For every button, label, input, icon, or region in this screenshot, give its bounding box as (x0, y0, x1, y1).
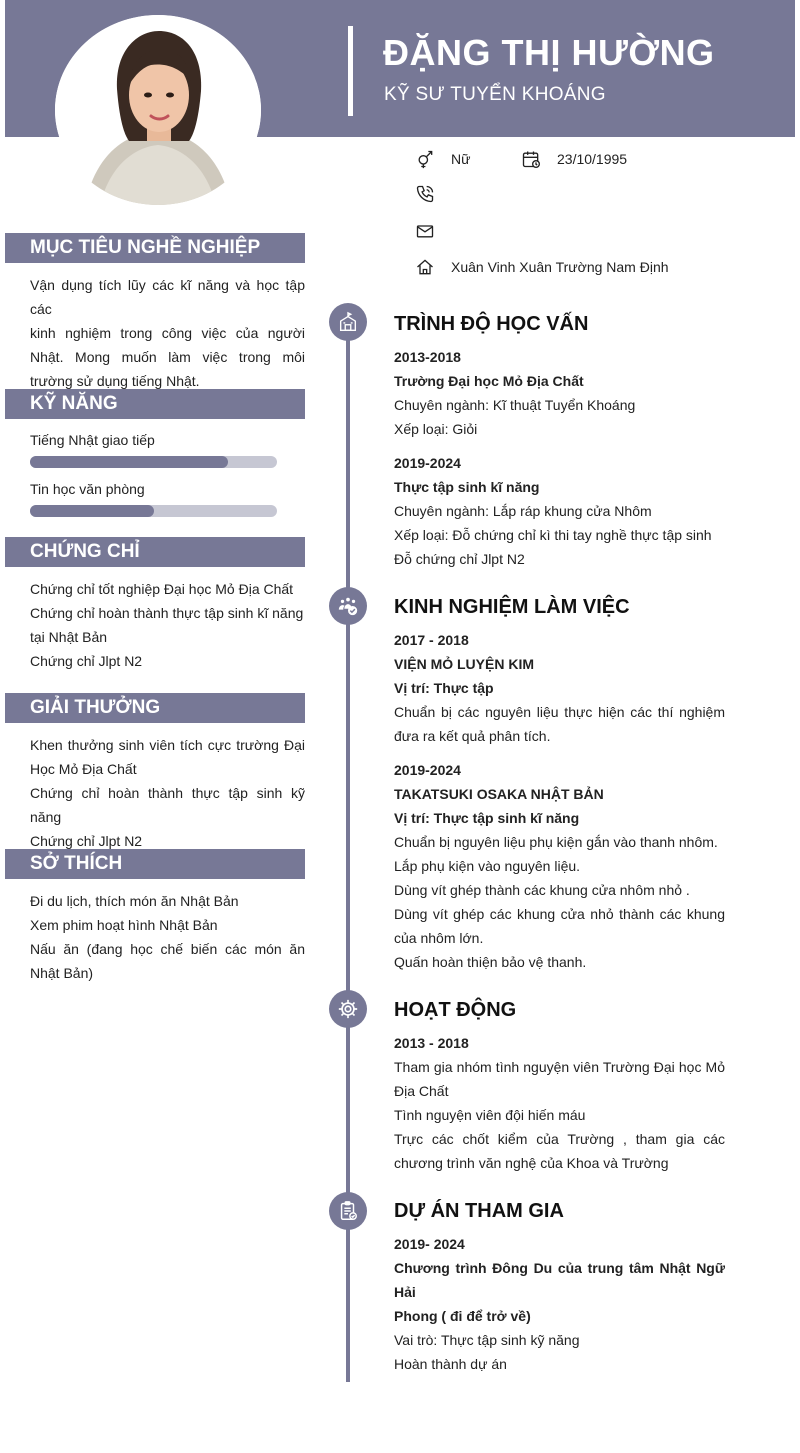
email-icon (415, 221, 435, 241)
certificates-list (30, 577, 305, 673)
activity-line: Tham gia nhóm tình nguyện viên Trường Đại học Mỏ (394, 1059, 725, 1075)
award-item: Chứng chỉ Jlpt N2 (30, 833, 143, 849)
certificate-item: Chứng chỉ Jlpt N2 (30, 653, 143, 669)
education-rank: Xếp loại: Đỗ chứng chỉ kì thi tay nghề thực tập sinh (394, 527, 712, 543)
birthdate-value: 23/10/1995 (557, 151, 628, 167)
experience-line: Dùng vít ghép thành các khung cửa nhôm nhỏ . (394, 882, 690, 898)
objective-line: Nhật. Mong muốn làm việc trong môi (30, 349, 305, 365)
projects-marker (329, 1192, 367, 1230)
experience-marker (329, 587, 367, 625)
education-marker (329, 303, 367, 341)
activities-period: 2013 - 2018 (394, 1035, 469, 1051)
certificate-item: Chứng chỉ tốt nghiệp Đại học Mỏ Địa Chất (30, 581, 294, 597)
activity-line: Trực các chốt kiểm của Trường , tham gia các (394, 1131, 725, 1147)
experience-position: Vị trí: Thực tập sinh kĩ năng (394, 810, 580, 826)
contact-address (415, 257, 669, 277)
header-divider (348, 26, 353, 116)
hobby-item: Đi du lịch, thích món ăn Nhật Bản (30, 893, 239, 909)
skill-bar-office (30, 505, 277, 517)
school-icon (337, 311, 359, 333)
education-school: Trường Đại học Mỏ Địa Chất (394, 373, 584, 389)
projects-heading: DỰ ÁN THAM GIA (394, 1200, 564, 1222)
projects-entries (394, 1232, 725, 1376)
calendar-icon (521, 149, 541, 169)
experience-position: Vị trí: Thực tập (394, 680, 494, 696)
candidate-name: ĐẶNG THỊ HƯỜNG (383, 32, 715, 73)
project-result: Hoàn thành dự án (394, 1356, 507, 1372)
phone-icon (415, 184, 435, 204)
contact-gender (415, 149, 470, 169)
gear-icon (337, 998, 359, 1020)
education-entries (394, 345, 725, 571)
gender-value: Nữ (451, 151, 471, 167)
hobby-item: Nhật Bản) (30, 965, 94, 981)
skill-label-office: Tin học văn phòng (30, 481, 145, 497)
education-period: 2013-2018 (394, 349, 461, 365)
education-extra: Đỗ chứng chỉ Jlpt N2 (394, 551, 525, 567)
experience-company: VIỆN MỎ LUYỆN KIM (394, 656, 535, 672)
activities-entries (394, 1031, 725, 1175)
experience-line: Chuẩn bị nguyên liệu phụ kiện gắn vào thanh nhôm. (394, 834, 718, 850)
contact-phone (415, 184, 451, 204)
certificate-item: Chứng chỉ hoàn thành thực tập sinh kĩ năng (30, 605, 304, 621)
experience-line: Chuẩn bị các nguyên liệu thực hiện các thí nghiệm (394, 704, 725, 720)
education-school: Thực tập sinh kĩ năng (394, 479, 540, 495)
award-item: Học Mỏ Địa Chất (30, 761, 137, 777)
home-icon (415, 257, 435, 277)
avatar-portrait (55, 15, 261, 205)
objective-text (30, 273, 305, 393)
project-name-line: Chương trình Đông Du của trung tâm Nhật Ngữ Hải (394, 1260, 725, 1300)
education-major: Chuyên ngành: Lắp ráp khung cửa Nhôm (394, 503, 652, 519)
experience-period: 2019-2024 (394, 762, 461, 778)
objective-line: kinh nghiệm trong công việc của người (30, 325, 305, 341)
education-rank: Xếp loại: Giỏi (394, 421, 478, 437)
project-period: 2019- 2024 (394, 1236, 465, 1252)
hobbies-heading: SỞ THÍCH (5, 849, 305, 879)
experience-line: Dùng vít ghép các khung cửa nhỏ thành các khung (394, 906, 725, 922)
experience-company: TAKATSUKI OSAKA NHẬT BẢN (394, 786, 604, 802)
skill-label-japanese: Tiếng Nhật giao tiếp (30, 432, 155, 448)
hobby-item: Xem phim hoạt hình Nhật Bản (30, 917, 218, 933)
experience-line: đưa ra kết quả phân tích. (394, 728, 551, 744)
education-major: Chuyên ngành: Kĩ thuật Tuyển Khoáng (394, 397, 636, 413)
address-value: Xuân Vinh Xuân Trường Nam Định (451, 259, 669, 275)
project-role: Vai trò: Thực tập sinh kỹ năng (394, 1332, 580, 1348)
education-heading: TRÌNH ĐỘ HỌC VẤN (394, 313, 589, 335)
activity-line: chương trình văn nghệ của Khoa và Trường (394, 1155, 669, 1171)
certificates-heading: CHỨNG CHỈ (5, 537, 305, 567)
clipboard-icon (337, 1200, 359, 1222)
gender-icon (415, 149, 435, 169)
contact-birthdate (521, 149, 627, 169)
award-item: Khen thưởng sinh viên tích cực trường Đại (30, 737, 305, 753)
experience-period: 2017 - 2018 (394, 632, 469, 648)
skill-fill (30, 505, 154, 517)
awards-heading: GIẢI THƯỞNG (5, 693, 305, 723)
experience-line: của nhôm lớn. (394, 930, 484, 946)
team-icon (337, 595, 359, 617)
hobbies-list (30, 889, 305, 985)
certificate-item: tại Nhật Bản (30, 629, 108, 645)
activities-marker (329, 990, 367, 1028)
project-name-line: Phong ( đi để trở về) (394, 1308, 531, 1324)
experience-line: Lắp phụ kiện vào nguyên liệu. (394, 858, 581, 874)
hobby-item: Nấu ăn (đang học chế biến các món ăn (30, 941, 305, 957)
experience-heading: KINH NGHIỆM LÀM VIỆC (394, 596, 630, 618)
objective-line: trường sử dụng tiếng Nhật. (30, 373, 200, 389)
objective-heading: MỤC TIÊU NGHỀ NGHIỆP (5, 233, 305, 263)
candidate-title: KỸ SƯ TUYỂN KHOÁNG (384, 84, 606, 105)
experience-line: Quấn hoàn thiện bảo vệ thanh. (394, 954, 587, 970)
skills-heading: KỸ NĂNG (5, 389, 305, 419)
activities-heading: HOẠT ĐỘNG (394, 999, 517, 1021)
contact-email (415, 221, 451, 241)
skill-fill (30, 456, 228, 468)
skill-bar-japanese (30, 456, 277, 468)
activity-line: Địa Chất (394, 1083, 449, 1099)
education-period: 2019-2024 (394, 455, 461, 471)
awards-list (30, 733, 305, 853)
experience-entries (394, 628, 725, 974)
activity-line: Tình nguyện viên đội hiến máu (394, 1107, 586, 1123)
award-item: Chứng chỉ hoàn thành thực tập sinh kỹ năng (30, 785, 305, 825)
avatar (55, 15, 261, 205)
objective-line: Vận dụng tích lũy các kĩ năng và học tập các (30, 277, 305, 317)
